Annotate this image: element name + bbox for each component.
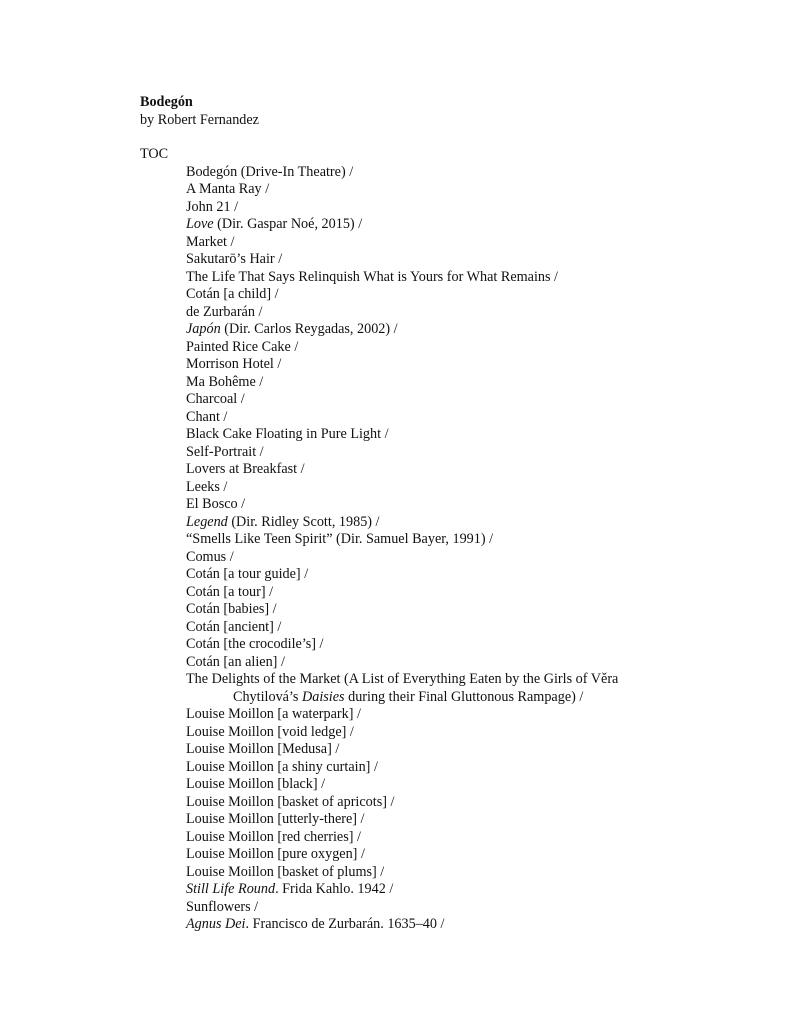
toc-item: Self-Portrait /: [186, 443, 264, 460]
toc-item: Louise Moillon [basket of apricots] /: [186, 793, 395, 810]
toc-item: Louise Moillon [basket of plums] /: [186, 863, 385, 880]
toc-heading: TOC: [140, 146, 169, 162]
author-byline: by Robert Fernandez: [140, 111, 259, 128]
toc-item: Bodegón (Drive-In Theatre) /: [186, 163, 354, 180]
toc-item: Agnus Dei. Francisco de Zurbarán. 1635–40 /: [186, 916, 445, 932]
toc-item: Sakutarō’s Hair /: [186, 251, 283, 267]
toc-item: Louise Moillon [black] /: [186, 776, 326, 792]
toc-item: The Life That Says Relinquish What is Yours for What Remains /: [186, 268, 558, 285]
toc-item: de Zurbarán /: [186, 303, 263, 320]
toc-item: Louise Moillon [utterly-there] /: [186, 811, 365, 827]
toc-item: Painted Rice Cake /: [186, 338, 299, 355]
toc-item: Ma Bohême /: [186, 373, 264, 390]
toc-item: Lovers at Breakfast /: [186, 461, 305, 477]
toc-item: Chant /: [186, 408, 228, 425]
toc-item-continuation: Chytilová’s Daisies during their Final Gluttonous Rampage) /: [233, 688, 584, 705]
toc-item: Leeks /: [186, 478, 228, 495]
toc-item: Cotán [a tour] /: [186, 583, 274, 600]
toc-item: Cotán [the crocodile’s] /: [186, 636, 324, 652]
toc-item: Cotán [a child] /: [186, 286, 279, 302]
toc-item: A Manta Ray /: [186, 181, 270, 197]
toc-item: Charcoal /: [186, 391, 245, 407]
toc-item: Legend (Dir. Ridley Scott, 1985) /: [186, 513, 380, 530]
toc-item: Cotán [babies] /: [186, 601, 277, 617]
toc-item: Market /: [186, 233, 235, 250]
toc-item: Louise Moillon [Medusa] /: [186, 741, 340, 757]
toc-item: Louise Moillon [void ledge] /: [186, 723, 354, 740]
toc-item: Still Life Round. Frida Kahlo. 1942 /: [186, 881, 394, 897]
toc-item: Love (Dir. Gaspar Noé, 2015) /: [186, 216, 363, 232]
table-of-contents: [186, 164, 746, 934]
toc-item: Morrison Hotel /: [186, 356, 282, 372]
toc-item: “Smells Like Teen Spirit” (Dir. Samuel Bayer, 1991) /: [186, 531, 494, 547]
toc-item: Cotán [ancient] /: [186, 618, 282, 635]
toc-item: Sunflowers /: [186, 898, 259, 915]
toc-item: Louise Moillon [pure oxygen] /: [186, 846, 365, 862]
toc-item: Louise Moillon [a waterpark] /: [186, 706, 361, 722]
toc-item: John 21 /: [186, 198, 239, 215]
document-title: Bodegón: [140, 94, 193, 110]
toc-item: Black Cake Floating in Pure Light /: [186, 426, 389, 442]
toc-item: Cotán [a tour guide] /: [186, 566, 309, 582]
toc-item: The Delights of the Market (A List of Everything Eaten by the Girls of Věra Chytilová’s Daisies during their Final Gluttonous Rampage) /: [186, 671, 746, 706]
toc-item: Louise Moillon [red cherries] /: [186, 828, 361, 845]
toc-item: El Bosco /: [186, 496, 246, 512]
toc-item: Japón (Dir. Carlos Reygadas, 2002) /: [186, 321, 398, 337]
toc-item: Comus /: [186, 548, 234, 565]
toc-item: Louise Moillon [a shiny curtain] /: [186, 758, 378, 775]
toc-item: Cotán [an alien] /: [186, 653, 285, 670]
